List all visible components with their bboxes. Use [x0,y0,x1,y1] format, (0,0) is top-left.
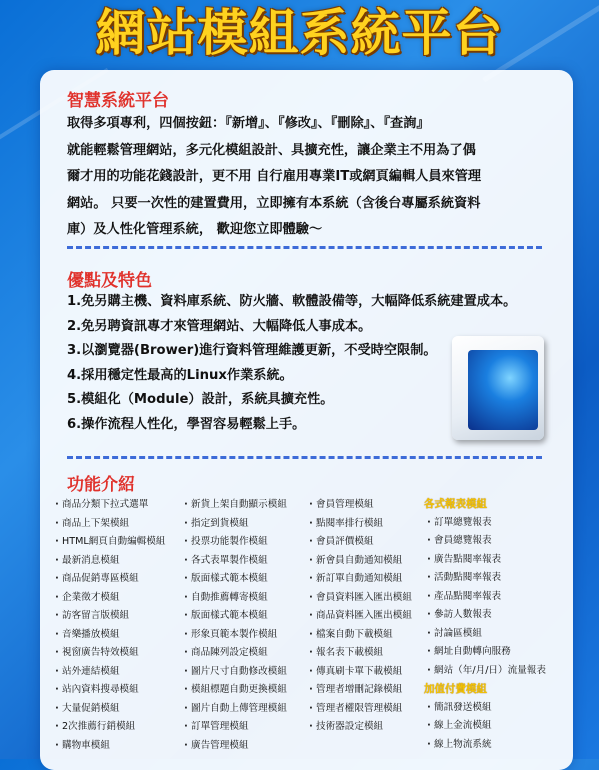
feature-item: 3.以瀏覽器(Brower)進行資料管理維護更新，不受時空限制。 [67,343,437,359]
feature-item: 5.模組化（Module）設計，系統具擴充性。 [67,392,334,408]
function-item: · 版面樣式範本模組 [184,573,268,584]
intro-text [67,111,562,244]
function-item: · 會員總覽報表 [427,535,492,546]
function-item: · 視窗廣告特效模組 [55,647,139,658]
intro-heading: 智慧系統平台 [67,91,169,111]
function-item: · 討論區模組 [427,627,482,639]
function-item: · 大量促銷模組 [55,702,120,714]
function-item: · 廣告點閱率報表 [427,553,502,565]
function-item: · 管理者權限管理模組 [309,702,403,714]
monitor-frame [452,336,544,440]
function-item: · 報名表下載模組 [309,647,384,658]
function-item: · 新貨上架自動顯示模組 [184,499,287,510]
function-item: · 站外連結模組 [55,665,120,677]
function-column-1 [52,496,165,755]
function-item: · 參訪人數報表 [427,609,492,620]
function-item: · 線上物流系統 [427,738,492,750]
function-item: · 廣告管理模組 [184,739,249,751]
function-item: · 簡訊發送模組 [427,701,492,713]
intro-line: 庫）及人性化管理系統， 歡迎您立即體驗～ [67,222,323,237]
function-item: · 網址自動轉向服務 [427,646,511,657]
reports-module-heading: 各式報表模組 [424,498,487,510]
function-item: · 商品資料匯入匯出模組 [309,610,412,621]
feature-item: 6.操作流程人性化，學習容易輕鬆上手。 [67,416,306,432]
function-column-3 [306,496,412,737]
intro-line: 就能輕鬆管理網站，多元化模組設計、具擴充性，讓企業主不用為了偶 [67,142,476,158]
function-item: · 站內資料搜尋模組 [55,684,139,695]
section-divider [67,456,542,459]
function-item: · 最新消息模組 [55,554,120,566]
function-item: · HTML網頁自動編輯模組 [55,536,166,547]
function-item: · 圖片尺寸自動修改模組 [184,665,287,677]
page-title: 網站模組系統平台 [95,4,504,62]
function-item: · 企業徵才模組 [55,591,120,603]
function-item: · 投票功能製作模組 [184,536,268,547]
feature-item: 2.免另聘資訊專才來管理網站、大幅降低人事成本。 [67,318,372,334]
function-item: · 訂單總覽報表 [427,516,492,528]
features-heading: 優點及特色 [67,271,152,291]
function-item: · 訂單管理模組 [184,721,249,732]
functions-heading: 功能介紹 [67,475,135,495]
function-item: · 新訂單自動通知模組 [309,573,403,584]
intro-line: 網站。 只要一次性的建置費用，立即擁有本系統（含後台專屬系統資料 [67,195,481,211]
paid-module-heading: 加值付費模組 [424,683,487,695]
function-item: · 2次推薦行銷模組 [55,721,136,732]
function-item: · 圖片自動上傳管理模組 [184,702,287,714]
function-item: · 版面樣式範本模組 [184,610,268,621]
function-item: · 商品上下架模組 [55,517,130,529]
function-item: · 會員評價模組 [309,536,374,547]
function-item: · 指定到貨模組 [184,517,249,529]
function-item: · 自動推薦轉寄模組 [184,591,268,603]
function-item: · 會員資料匯入匯出模組 [309,591,412,603]
function-item: · 檔案自動下載模組 [309,628,393,640]
function-item: · 形象頁範本製作模組 [184,628,278,640]
function-item: · 產品點閱率報表 [427,590,502,602]
function-item: · 音樂播放模組 [55,628,120,640]
function-item: · 點閱率排行模組 [309,517,384,529]
function-column-4 [424,495,546,754]
function-item: · 活動點閱率報表 [427,572,502,583]
function-item: · 商品促銷專區模組 [55,573,139,584]
monitor-icon [446,332,550,444]
function-item: · 管理者增刪記錄模組 [309,684,403,695]
function-item: · 新會員自動通知模組 [309,554,403,566]
function-item: · 傳真刷卡單下載模組 [309,665,403,677]
function-item: · 會員管理模組 [309,499,374,510]
function-item: · 網站（年/月/日）流量報表 [427,664,546,676]
section-divider [67,246,542,249]
feature-item: 1.免另購主機、資料庫系統、防火牆、軟體設備等，大幅降低系統建置成本。 [67,294,517,309]
intro-line: 取得多項專利，四個按鈕：『新增』、『修改』、『刪除』、『查詢』 [67,116,430,131]
function-item: · 訪客留言版模組 [55,610,130,621]
function-item: · 各式表單製作模組 [184,554,268,566]
intro-line: 爾才用的功能花錢設計，更不用 自行雇用專業IT或網頁編輯人員來管理 [67,169,482,184]
function-item: · 模組標題自動更換模組 [184,684,287,695]
function-item: · 購物車模組 [55,739,110,751]
function-item: · 商品陳列設定模組 [184,647,268,658]
monitor-screen [468,350,538,430]
function-item: · 商品分類下拉式選單 [55,499,149,510]
feature-item: 4.採用穩定性最高的Linux作業系統。 [67,367,293,383]
function-item: · 技術器設定模組 [309,721,384,732]
function-column-2 [181,496,287,755]
function-item: · 線上金流模組 [427,720,492,731]
